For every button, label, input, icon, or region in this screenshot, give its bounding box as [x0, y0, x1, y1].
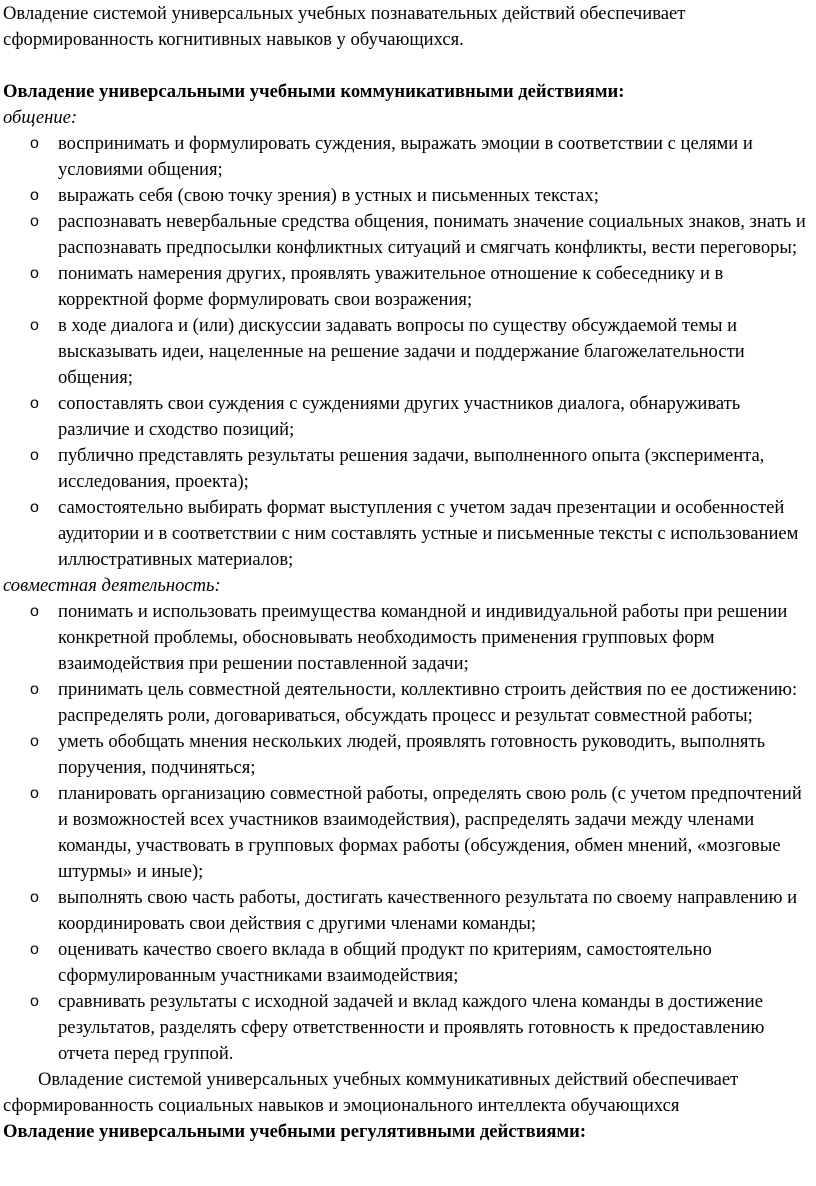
- communicative-summary: Овладение системой универсальных учебных коммуникативных действий обеспечивает сформированность социальных навыков и эмоционального интеллекта обучающихся: [3, 1069, 739, 1116]
- list-item: [3, 937, 813, 989]
- list-item-text: принимать цель совместной деятельности, коллективно строить действия по ее достижению: распределять роли, договариваться, обсуждать процесс и результат совместной работы;: [58, 679, 798, 726]
- list-item-text: понимать намерения других, проявлять уважительное отношение к собеседнику и в корректной форме формулировать свои возражения;: [58, 263, 724, 310]
- bullet-marker: o: [30, 447, 39, 464]
- bullet-marker: o: [30, 603, 39, 620]
- bullet-marker: o: [30, 317, 39, 334]
- bullet-marker: o: [30, 187, 39, 204]
- list-item: [3, 443, 813, 495]
- list-item: [3, 677, 813, 729]
- list-item: [3, 209, 813, 261]
- list-item-text: выражать себя (свою точку зрения) в устных и письменных текстах;: [58, 185, 599, 206]
- list-item-text: в ходе диалога и (или) дискуссии задавать вопросы по существу обсуждаемой темы и высказывать идеи, нацеленные на решение задачи и поддержание благожелательности общения;: [58, 315, 745, 388]
- regulatory-heading: Овладение универсальными учебными регулятивными действиями:: [3, 1121, 587, 1142]
- list-item-text: самостоятельно выбирать формат выступления с учетом задач презентации и особенностей аудитории и в соответствии с ним составлять устные и письменные тексты с использованием иллюстративных материалов;: [58, 497, 799, 570]
- bullet-marker: o: [30, 135, 39, 152]
- blank-line: [3, 53, 813, 79]
- list-item: [3, 313, 813, 391]
- list-item-text: воспринимать и формулировать суждения, выражать эмоции в соответствии с целями и условиями общения;: [58, 133, 753, 180]
- list-item: [3, 599, 813, 677]
- list-item-text: сравнивать результаты с исходной задачей и вклад каждого члена команды в достижение результатов, разделять сферу ответственности и проявлять готовность к предоставлению отчета перед группой.: [58, 991, 765, 1064]
- bullet-marker: o: [30, 889, 39, 906]
- bullet-marker: o: [30, 681, 39, 698]
- bullet-marker: o: [30, 213, 39, 230]
- list-item-text: уметь обобщать мнения нескольких людей, проявлять готовность руководить, выполнять поручения, подчиняться;: [58, 731, 766, 778]
- list-item: [3, 495, 813, 573]
- communication-list: [3, 131, 813, 573]
- collaboration-label: совместная деятельность:: [3, 575, 221, 596]
- list-item: [3, 885, 813, 937]
- list-item: [3, 391, 813, 443]
- list-item-text: планировать организацию совместной работы, определять свою роль (с учетом предпочтений и возможностей всех участников взаимодействия), распределять задачи между членами команды, участвовать в групповых формах работы (обсуждения, обмен мнений, «мозговые штурмы» и иные);: [58, 783, 802, 882]
- intro-paragraph: Овладение системой универсальных учебных познавательных действий обеспечивает сформированность когнитивных навыков у обучающихся.: [3, 3, 686, 50]
- bullet-marker: o: [30, 941, 39, 958]
- list-item-text: понимать и использовать преимущества командной и индивидуальной работы при решении конкретной проблемы, обосновывать необходимость применения групповых форм взаимодействия при решении поставленной задачи;: [58, 601, 788, 674]
- bullet-marker: o: [30, 993, 39, 1010]
- bullet-marker: o: [30, 785, 39, 802]
- list-item-text: распознавать невербальные средства общения, понимать значение социальных знаков, знать и распознавать предпосылки конфликтных ситуаций и смягчать конфликты, вести переговоры;: [58, 211, 806, 258]
- bullet-marker: o: [30, 395, 39, 412]
- communicative-heading: Овладение универсальными учебными коммуникативными действиями:: [3, 81, 625, 102]
- bullet-marker: o: [30, 499, 39, 516]
- bullet-marker: o: [30, 265, 39, 282]
- list-item-text: оценивать качество своего вклада в общий продукт по критериям, самостоятельно сформулированным участниками взаимодействия;: [58, 939, 712, 986]
- list-item: [3, 781, 813, 885]
- list-item: [3, 989, 813, 1067]
- list-item-text: публично представлять результаты решения задачи, выполненного опыта (эксперимента, исследования, проекта);: [58, 445, 765, 492]
- bullet-marker: o: [30, 733, 39, 750]
- list-item: [3, 183, 813, 209]
- list-item-text: сопоставлять свои суждения с суждениями других участников диалога, обнаруживать различие и сходство позиций;: [58, 393, 741, 440]
- communication-label: общение:: [3, 107, 78, 128]
- list-item: [3, 131, 813, 183]
- collaboration-list: [3, 599, 813, 1067]
- list-item: [3, 729, 813, 781]
- list-item: [3, 261, 813, 313]
- list-item-text: выполнять свою часть работы, достигать качественного результата по своему направлению и координировать свои действия с другими членами команды;: [58, 887, 798, 934]
